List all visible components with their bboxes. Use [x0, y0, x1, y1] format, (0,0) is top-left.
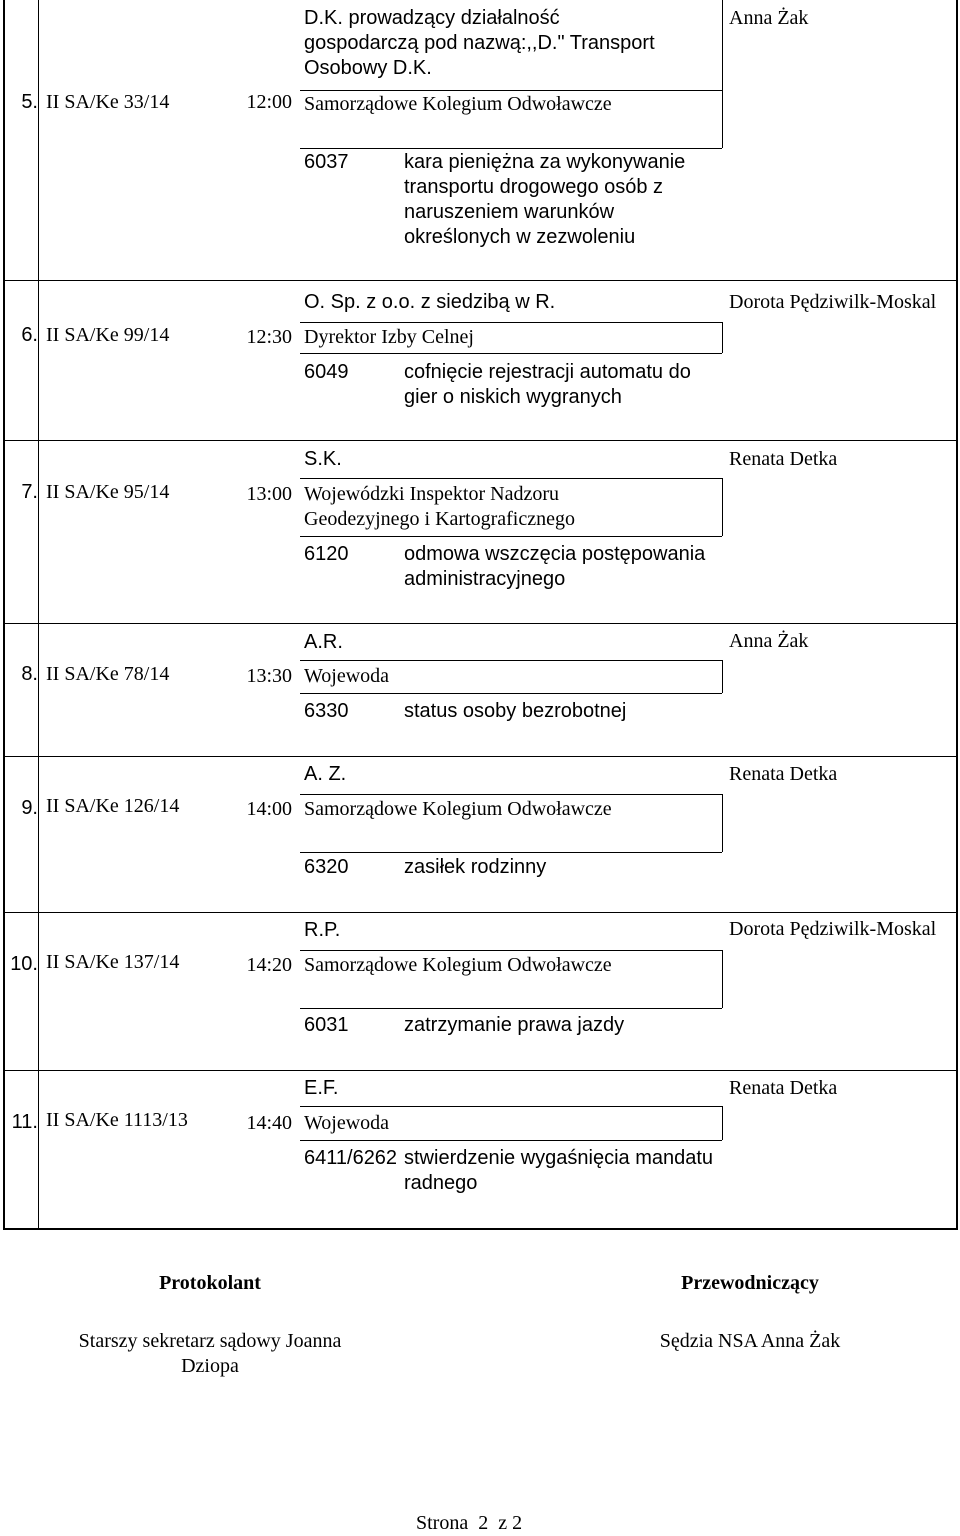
- party-box-line: [300, 794, 722, 795]
- authority-name: Samorządowe Kolegium Odwoławcze: [304, 954, 612, 976]
- hearing-time: 14:20: [246, 954, 292, 976]
- case-code: 6320: [304, 856, 349, 878]
- party-box-line: [722, 322, 723, 353]
- party-box-line: [300, 353, 722, 354]
- judge-name: Renata Detka: [729, 1077, 838, 1099]
- case-code: 6330: [304, 700, 349, 722]
- authority-name-line: Geodezyjnego i Kartograficznego: [304, 508, 575, 530]
- party-box-line: [722, 660, 723, 693]
- judge-name: Renata Detka: [729, 763, 838, 785]
- page-current: 2: [478, 1512, 489, 1534]
- subject-line: gier o niskich wygranych: [404, 386, 622, 408]
- row-number: 9.: [21, 797, 38, 819]
- page-indicator: [416, 1511, 522, 1536]
- row-separator: [3, 912, 958, 913]
- subject-line: zatrzymanie prawa jazdy: [404, 1014, 625, 1036]
- table-border-bottom: [3, 1228, 958, 1230]
- przewodniczacy-name: Sędzia NSA Anna Żak: [659, 1330, 841, 1352]
- party-line: O. Sp. z o.o. z siedzibą w R.: [304, 291, 556, 313]
- subject-line: zasiłek rodzinny: [404, 856, 547, 878]
- party-box-line: [300, 950, 722, 951]
- row-separator: [3, 756, 958, 757]
- case-code: 6031: [304, 1014, 349, 1036]
- subject-line: naruszeniem warunków: [404, 201, 615, 223]
- party-box-line: [722, 1106, 723, 1140]
- party-box-line: [300, 90, 722, 91]
- subject-line: transportu drogowego osób z: [404, 176, 664, 198]
- party-box-line: [300, 1140, 722, 1141]
- case-code: 6049: [304, 361, 349, 383]
- party-line: gospodarczą pod nazwą:,,D." Transport: [304, 32, 655, 54]
- party-line: Osobowy D.K.: [304, 57, 432, 79]
- authority-name: Dyrektor Izby Celnej: [304, 326, 474, 348]
- judge-name: Dorota Pędziwilk-Moskal: [729, 918, 937, 940]
- hearing-time: 14:40: [246, 1112, 292, 1134]
- przewodniczacy-heading: Przewodniczący: [681, 1272, 819, 1294]
- party-box-line: [722, 0, 723, 148]
- subject-line: administracyjnego: [404, 568, 566, 590]
- authority-name: Wojewoda: [304, 1112, 390, 1134]
- case-signature: II SA/Ke 33/14: [46, 91, 170, 113]
- hearing-time: 12:00: [246, 91, 292, 113]
- authority-name-line: Wojewódzki Inspektor Nadzoru: [304, 483, 559, 505]
- subject-line: radnego: [404, 1172, 478, 1194]
- hearing-time: 13:00: [246, 483, 292, 505]
- hearing-time: 14:00: [246, 798, 292, 820]
- page-total: 2: [512, 1512, 523, 1534]
- protokolant-heading: Protokolant: [159, 1272, 261, 1294]
- case-signature: II SA/Ke 95/14: [46, 481, 170, 503]
- row-number: 11.: [11, 1111, 38, 1133]
- row-separator: [3, 280, 958, 281]
- party-box-line: [300, 478, 722, 479]
- party-line: S.K.: [304, 448, 342, 470]
- subject-line: określonych w zezwoleniu: [404, 226, 636, 248]
- row-separator: [3, 1070, 958, 1071]
- party-line: E.F.: [304, 1077, 339, 1099]
- subject-line: stwierdzenie wygaśnięcia mandatu: [404, 1147, 714, 1169]
- page-label: Strona: [416, 1512, 469, 1534]
- row-number: 8.: [21, 663, 38, 685]
- party-box-line: [300, 693, 722, 694]
- party-box-line: [722, 794, 723, 852]
- party-line: A.R.: [304, 631, 343, 653]
- table-border-right: [956, 0, 958, 1229]
- party-box-line: [300, 1106, 722, 1107]
- number-column-separator: [38, 0, 39, 1229]
- judge-name: Renata Detka: [729, 448, 838, 470]
- subject-line: cofnięcie rejestracji automatu do: [404, 361, 691, 383]
- case-signature: II SA/Ke 1113/13: [46, 1109, 188, 1131]
- row-separator: [3, 623, 958, 624]
- hearing-time: 12:30: [246, 326, 292, 348]
- case-signature: II SA/Ke 126/14: [46, 795, 180, 817]
- row-separator: [3, 440, 958, 441]
- protokolant-name-line: Starszy sekretarz sądowy Joanna: [78, 1330, 342, 1352]
- subject-line: odmowa wszczęcia postępowania: [404, 543, 706, 565]
- judge-name: Anna Żak: [729, 630, 809, 652]
- party-line: A. Z.: [304, 763, 347, 785]
- party-box-line: [722, 950, 723, 1008]
- protokolant-name-line: Dziopa: [181, 1355, 239, 1377]
- case-code: 6037: [304, 151, 349, 173]
- judge-name: Dorota Pędziwilk-Moskal: [729, 291, 937, 313]
- row-number: 7.: [21, 481, 38, 503]
- subject-line: status osoby bezrobotnej: [404, 700, 627, 722]
- row-number: 5.: [21, 91, 38, 113]
- party-box-line: [300, 322, 722, 323]
- party-box-line: [300, 536, 722, 537]
- party-box-line: [300, 148, 722, 149]
- case-code: 6411/6262: [304, 1147, 398, 1169]
- page-separator: z: [498, 1512, 508, 1534]
- case-signature: II SA/Ke 137/14: [46, 951, 180, 973]
- judge-name: Anna Żak: [729, 7, 809, 29]
- hearing-time: 13:30: [246, 665, 292, 687]
- subject-line: kara pieniężna za wykonywanie: [404, 151, 686, 173]
- case-signature: II SA/Ke 78/14: [46, 663, 170, 685]
- table-border-left: [3, 0, 5, 1229]
- party-box-line: [300, 660, 722, 661]
- party-box-line: [300, 1008, 722, 1009]
- case-code: 6120: [304, 543, 349, 565]
- party-line: R.P.: [304, 919, 341, 941]
- case-signature: II SA/Ke 99/14: [46, 324, 170, 346]
- party-box-line: [300, 852, 722, 853]
- authority-name: Samorządowe Kolegium Odwoławcze: [304, 93, 612, 115]
- authority-name: Samorządowe Kolegium Odwoławcze: [304, 798, 612, 820]
- row-number: 10.: [10, 953, 38, 975]
- authority-name: Wojewoda: [304, 665, 390, 687]
- party-line: D.K. prowadzący działalność: [304, 7, 560, 29]
- row-number: 6.: [21, 324, 38, 346]
- party-box-line: [722, 478, 723, 536]
